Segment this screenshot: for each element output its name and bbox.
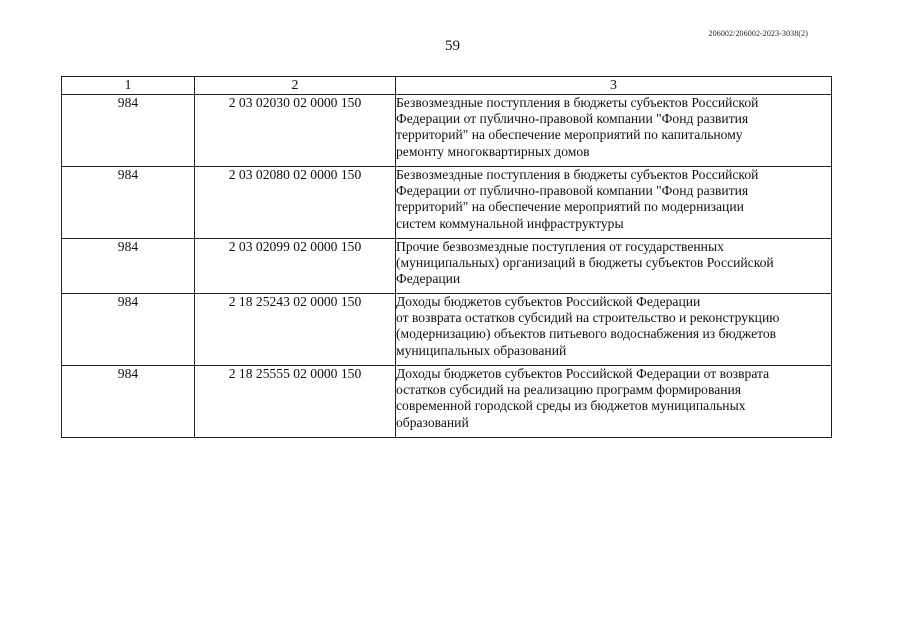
header-col-3: 3 [396, 77, 832, 95]
description-line: от возврата остатков субсидий на строительство и реконструкцию [396, 310, 780, 326]
admin-code-cell: 984 [62, 95, 195, 167]
header-col-2: 2 [195, 77, 396, 95]
description-line: (муниципальных) организаций в бюджеты субъектов Российской [396, 255, 774, 271]
table-row [62, 167, 832, 239]
table-body [62, 95, 832, 438]
admin-code-cell: 984 [62, 167, 195, 239]
description-cell [396, 366, 832, 438]
description-line: Федерации от публично-правовой компании "Фонд развития [396, 111, 749, 127]
description-line: Доходы бюджетов субъектов Российской Федерации от возврата [396, 366, 770, 381]
table-header [62, 77, 832, 95]
description-line: остатков субсидий на реализацию программ формирования [396, 382, 742, 398]
description-cell [396, 95, 832, 167]
table-row [62, 95, 832, 167]
description-line: Федерации от публично-правовой компании "Фонд развития [396, 183, 749, 199]
header-col-1: 1 [62, 77, 195, 95]
document-id: 206002/206002-2023-3038(2) [708, 29, 808, 38]
admin-code-cell: 984 [62, 366, 195, 438]
description-line: (модернизацию) объектов питьевого водоснабжения из бюджетов [396, 326, 777, 342]
budget-code-cell: 2 03 02099 02 0000 150 [195, 239, 396, 294]
description-line: Безвозмездные поступления в бюджеты субъектов Российской [396, 95, 759, 110]
description-line: образований [396, 414, 469, 430]
budget-code-cell: 2 18 25243 02 0000 150 [195, 294, 396, 366]
description-line: муниципальных образований [396, 342, 567, 358]
description-line: Прочие безвозмездные поступления от государственных [396, 239, 724, 254]
description-cell [396, 294, 832, 366]
page-number [0, 38, 905, 55]
admin-code-cell: 984 [62, 294, 195, 366]
description-cell [396, 239, 832, 294]
description-line: Федерации [396, 271, 461, 287]
admin-code-cell: 984 [62, 239, 195, 294]
description-line: территорий" на обеспечение мероприятий по модернизации [396, 199, 744, 215]
description-line: систем коммунальной инфраструктуры [396, 215, 624, 231]
description-cell [396, 167, 832, 239]
description-line: территорий" на обеспечение мероприятий по капитальному [396, 127, 743, 143]
description-line: Доходы бюджетов субъектов Российской Федерации [396, 294, 701, 309]
description-line: современной городской среды из бюджетов муниципальных [396, 398, 746, 414]
description-line: ремонту многоквартирных домов [396, 143, 590, 159]
budget-code-cell: 2 18 25555 02 0000 150 [195, 366, 396, 438]
budget-code-cell: 2 03 02030 02 0000 150 [195, 95, 396, 167]
table-row [62, 239, 832, 294]
description-line: Безвозмездные поступления в бюджеты субъектов Российской [396, 167, 759, 182]
table-row [62, 366, 832, 438]
budget-code-cell: 2 03 02080 02 0000 150 [195, 167, 396, 239]
budget-codes-table [61, 76, 832, 438]
table-row [62, 294, 832, 366]
header-row [62, 77, 832, 95]
page-number-text: 59 [445, 38, 460, 54]
